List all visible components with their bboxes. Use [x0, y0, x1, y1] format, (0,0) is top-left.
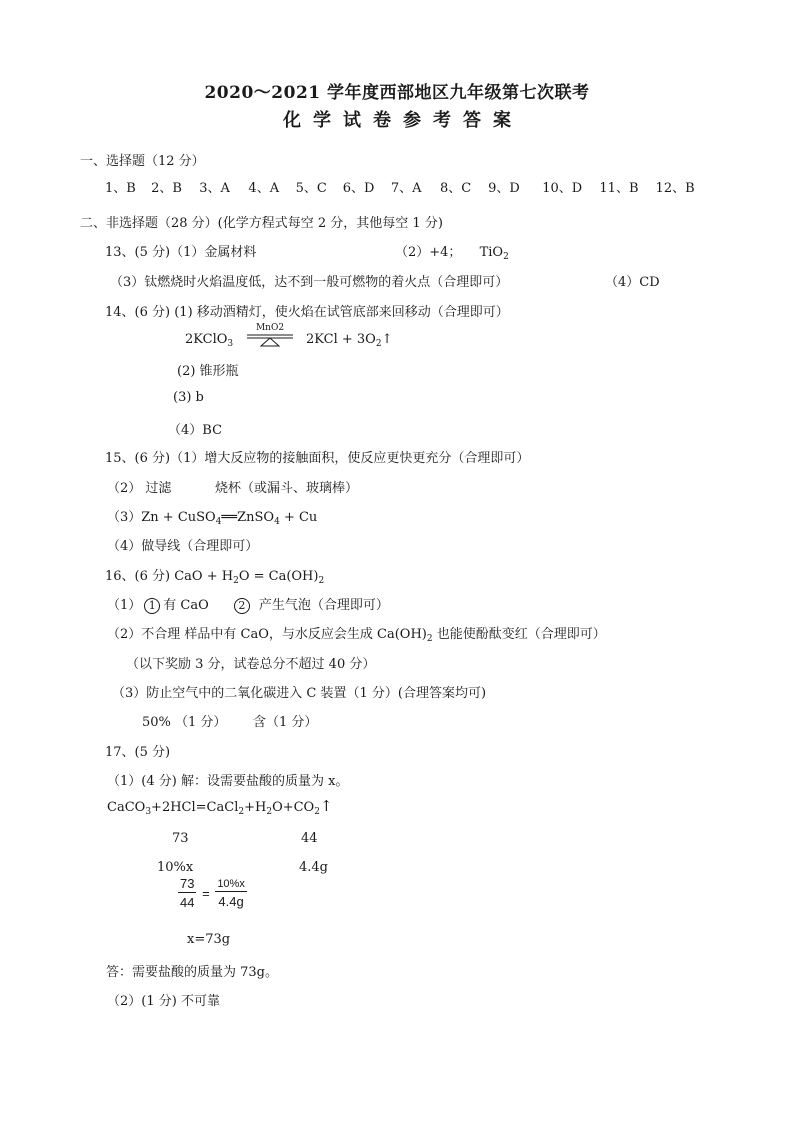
- mc-answer: 2、B: [151, 181, 182, 196]
- mass-co2: 4.4g: [299, 860, 328, 875]
- mc-answer: 8、C: [439, 181, 472, 196]
- circled-number: 2: [234, 598, 250, 614]
- bonus-note: （以下奖励 3 分，试卷总分不超过 40 分）: [126, 657, 376, 672]
- mc-answer: 11、B: [599, 181, 639, 196]
- q17-part1-setup: （1）(4 分) 解：设需要盐酸的质量为 x。: [107, 774, 349, 789]
- answer-key-title: 化学试卷参考答案: [283, 110, 523, 131]
- q16-part2: （2）不合理 样品中有 CaO，与水反应会生成 $Ca(OH)_2$ 也能使酚酞变红（合理即可）: [107, 627, 606, 644]
- q13-part4: （4）CD: [605, 275, 660, 290]
- molar-mass-hcl: 73: [172, 831, 189, 846]
- fraction-right: $\frac{10\%x}{4.4g}$: [217, 877, 245, 909]
- q16-part3: （3）防止空气中的二氧化碳进入 C 装置（1 分）(合理答案均可): [112, 686, 487, 701]
- section1-heading: 一、选择题（12 分）: [80, 154, 205, 169]
- q13-formula: TiO$_2$: [479, 245, 509, 262]
- q16-part1: （1） 1 有 CaO 2 产生气泡（合理即可）: [107, 598, 389, 613]
- q15-part4: （4）做导线（合理即可）: [107, 539, 259, 554]
- q14-part4: （4）BC: [168, 423, 223, 438]
- q13-part3: （3）钛燃烧时火焰温度低，达不到一般可燃物的着火点（合理即可）: [110, 275, 509, 290]
- mc-answer: 7、A: [390, 181, 422, 196]
- q17-equation: $CaCO_3+2HCl=CaCl_2+H_2O+CO_2↑$: [107, 797, 333, 817]
- q15-part1: 15、(6 分)（1）增大反应物的接触面积，使反应更快更充分（合理即可）: [105, 451, 530, 466]
- mc-answer: 10、D: [542, 181, 583, 196]
- q17-heading: 17、(5 分): [105, 745, 171, 760]
- q14-part3: (3) b: [173, 390, 204, 405]
- q14-equation: 2KClO$_3$: [185, 332, 234, 349]
- q17-answer: 答：需要盐酸的质量为 73g。: [106, 965, 278, 980]
- catalyst-label: MnO2: [255, 323, 285, 333]
- heat-triangle-icon: [247, 333, 293, 349]
- q14-part2: (2) 锥形瓶: [177, 364, 239, 379]
- q13-part2: [395, 241, 509, 260]
- proportion-equation: $\frac{73}{44}$ = $\frac{10\%x}{4.4g}$: [180, 876, 245, 910]
- q15-part3: （3）Zn + CuSO$_4$══ZnSO$_4$ + Cu: [107, 510, 318, 527]
- q13-part1: 13、(5 分)（1）金属材料: [105, 245, 257, 260]
- section2-heading: 二、非选择题（28 分）(化学方程式每空 2 分，其他每空 1 分): [80, 216, 443, 231]
- result: x=73g: [187, 932, 231, 947]
- multiple-choice-answers: [105, 177, 696, 196]
- mc-answer: 3、A: [199, 181, 230, 196]
- mc-answer: 1、B: [105, 181, 136, 196]
- mc-answer: 4、A: [248, 181, 280, 196]
- q17-part2: （2）(1 分) 不可靠: [107, 994, 220, 1009]
- mc-answer: 5、C: [295, 181, 327, 196]
- heat-catalyst-sign: [247, 323, 293, 351]
- mc-answer: 9、D: [488, 181, 520, 196]
- q16-equation: 16、(6 分) CaO + $H_2O = Ca(OH)_2$: [105, 569, 325, 586]
- q16-part3-answer2: 含（1 分）: [253, 715, 318, 730]
- q15-part2-tools: 烧杯（或漏斗、玻璃棒）: [215, 481, 359, 496]
- q13-part2-label: （2）+4；: [395, 245, 462, 260]
- mc-answer: 12、B: [655, 181, 695, 196]
- circled-number: 1: [144, 598, 160, 614]
- fraction-left: $\frac{73}{44}$: [180, 876, 195, 910]
- molar-mass-co2: 44: [301, 831, 318, 846]
- exam-title: 2020～2021 学年度西部地区九年级第七次联考: [204, 83, 590, 103]
- mass-hcl: 10%x: [157, 860, 194, 875]
- q16-part3-answer1: 50% （1 分）: [142, 715, 227, 730]
- mc-answer: 6、D: [342, 181, 375, 196]
- q15-part2: （2） 过滤: [107, 481, 172, 496]
- q14-equation-products: $2KCl + 3O_2↑$: [306, 332, 393, 349]
- q14-part1: 14、(6 分) (1) 移动酒精灯，使火焰在试管底部来回移动（合理即可）: [105, 305, 509, 320]
